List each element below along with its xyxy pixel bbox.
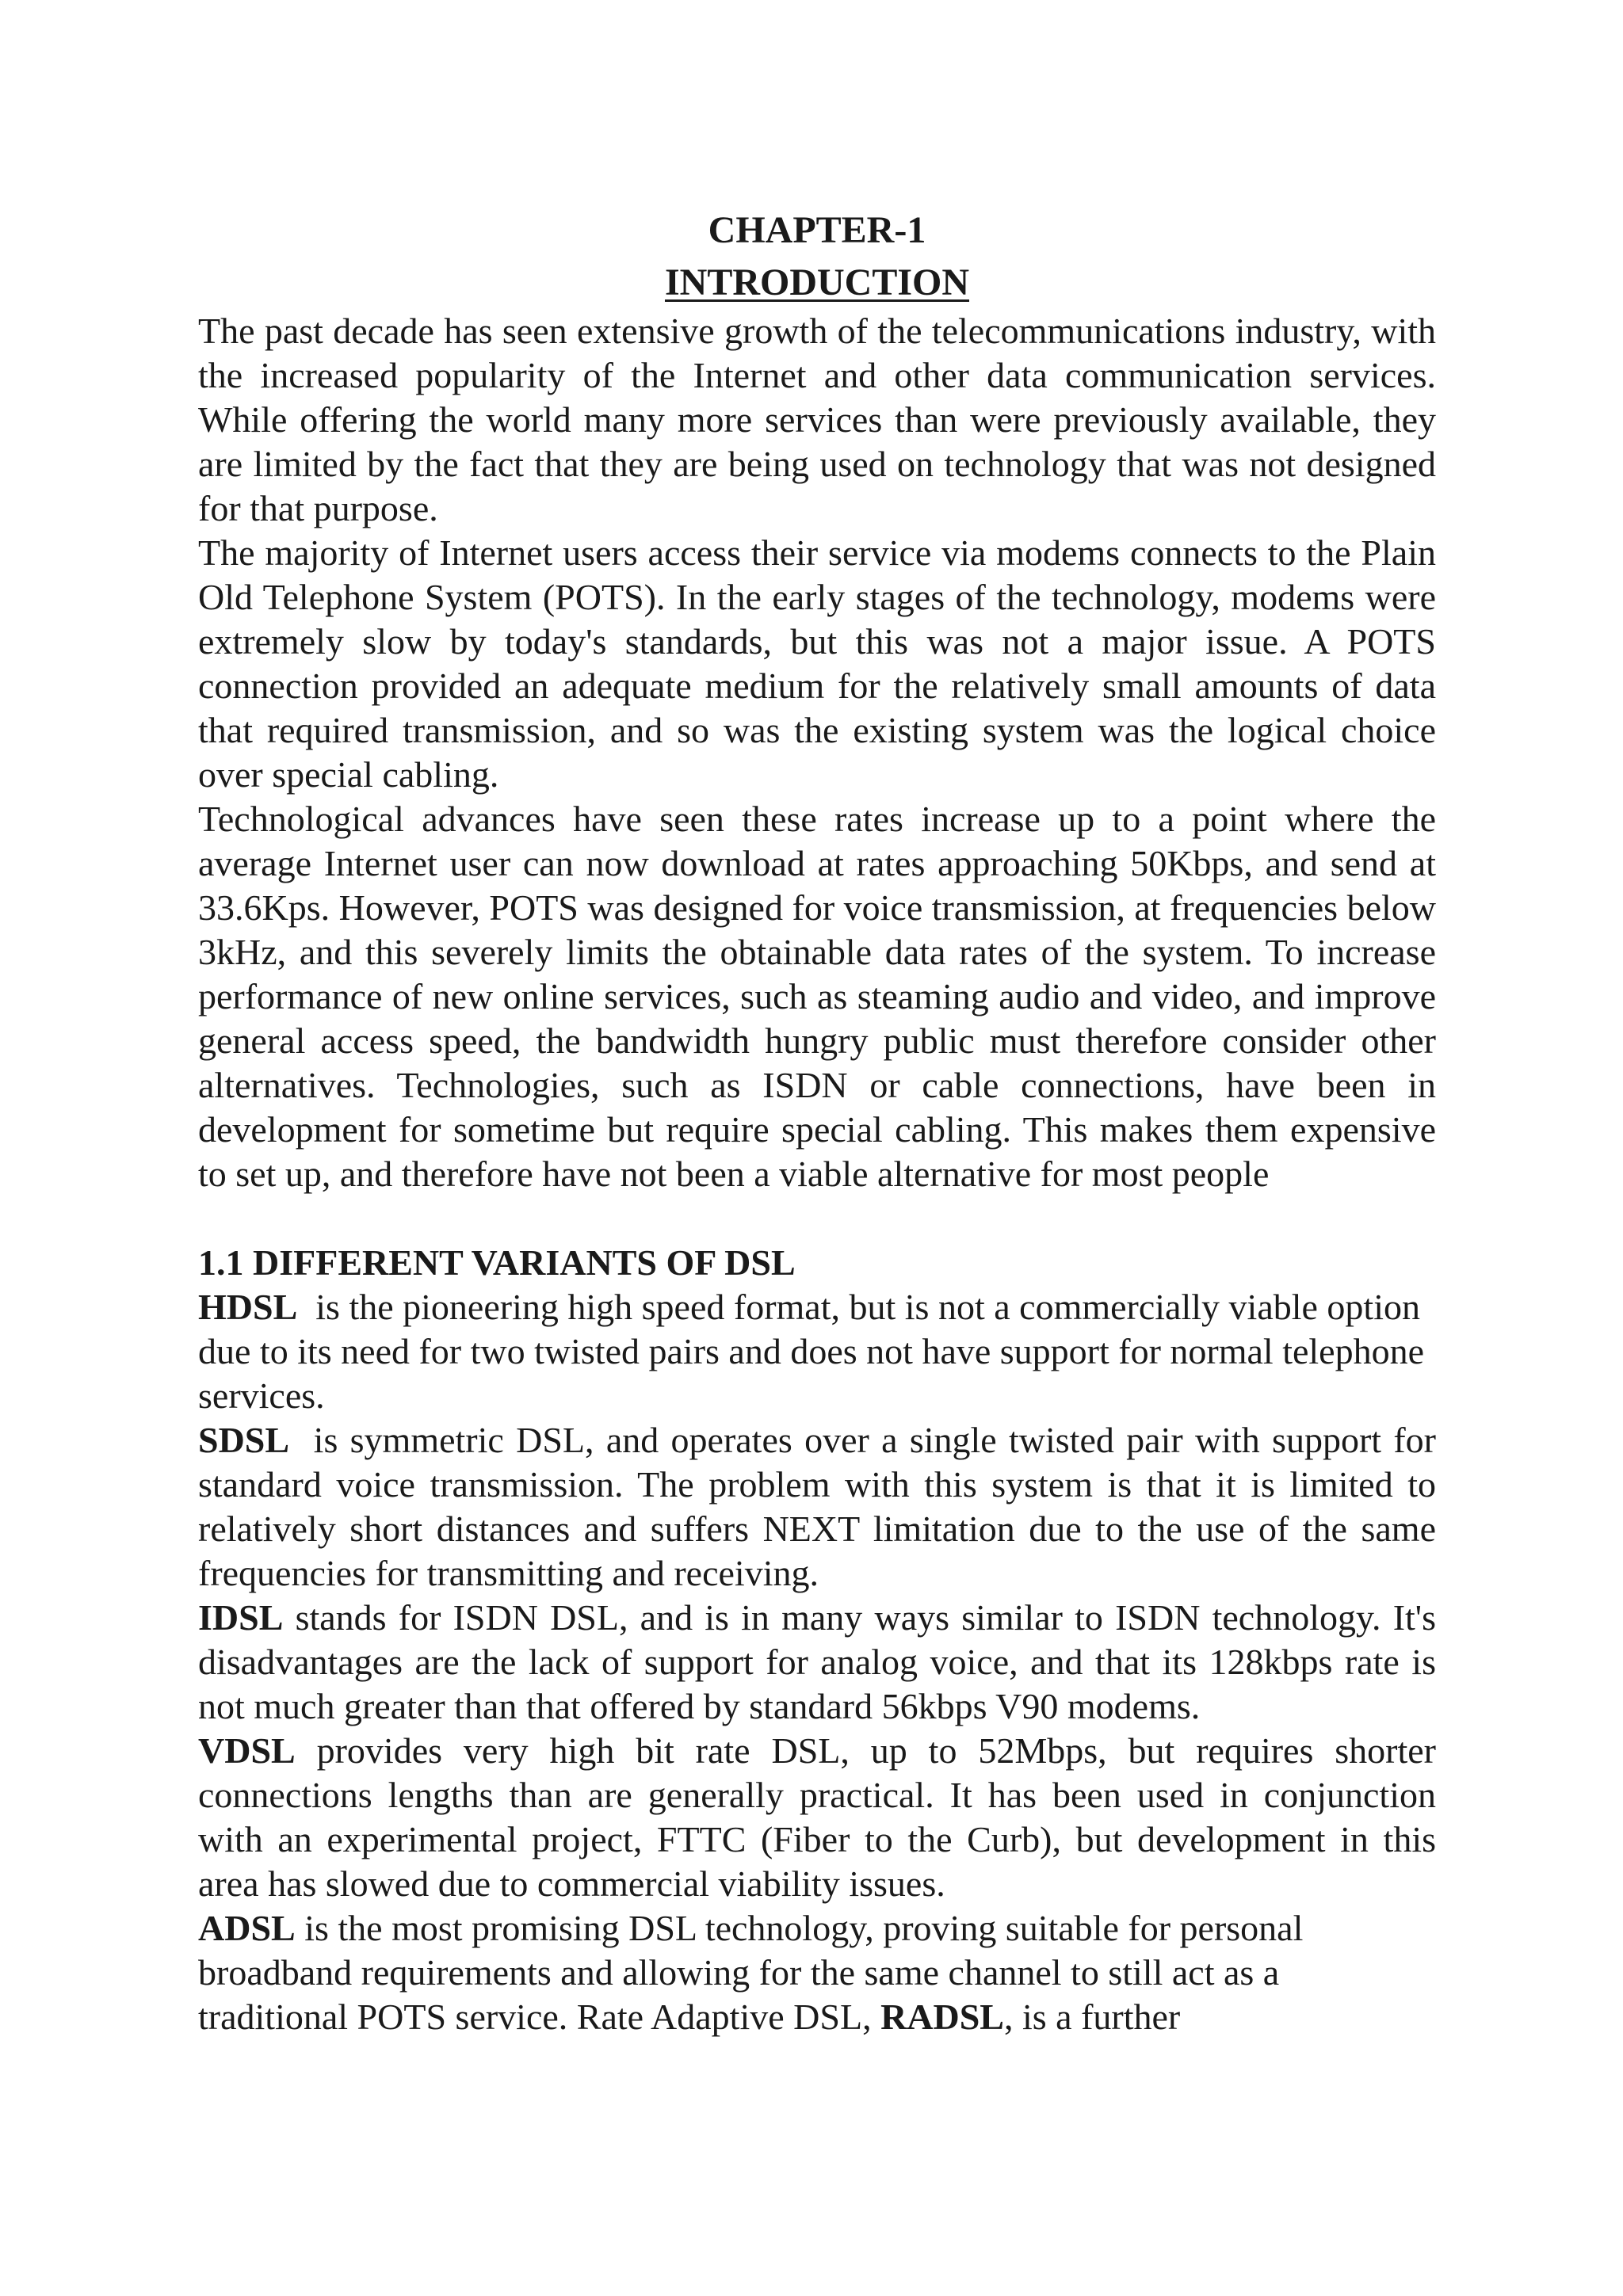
variant-description-tail: , is a further	[1004, 1997, 1181, 2037]
variant-description: provides very high bit rate DSL, up to 52Mbps, but requires shorter connections lengths than are generally practical. It has been used in conjunction with an experimental project, FTTC (Fiber to the Curb), but development in this area has slowed due to commercial viability issues.	[198, 1730, 1445, 1904]
variant-description: is the pioneering high speed format, but is not a commercially viable option due to its need for two twisted pairs and does not have support for normal telephone services.	[198, 1287, 1434, 1416]
intro-paragraph-1: The past decade has seen extensive growth of the telecommunications industry, with the increased popularity of the Internet and other data communication services. While offering the world many more services than were previously available, they are limited by the fact that they are being used on technology that was not designed for that purpose.	[198, 311, 1436, 528]
variant-vdsl	[198, 1729, 1445, 1906]
variant-description: stands for ISDN DSL, and is in many ways similar to ISDN technology. It's disadvantages are the lack of support for analog voice, and that its 128kbps rate is not much greater than that offered by standard 56kbps V90 modems.	[198, 1597, 1445, 1726]
chapter-subtitle: INTRODUCTION	[664, 261, 970, 303]
variant-term: VDSL	[198, 1730, 296, 1771]
section-heading: 1.1 DIFFERENT VARIANTS OF DSL	[198, 1242, 796, 1283]
intro-paragraph-3: Technological advances have seen these rates increase up to a point where the average Internet user can now download at rates approaching 50Kbps, and send at 33.6Kps. However, POTS was designed for voice transmission, at frequencies below 3kHz, and this severely limits the obtainable data rates of the system. To increase performance of new online services, such as steaming audio and video, and improve general access speed, the bandwidth hungry public must therefore consider other alternatives. Technologies, such as ISDN or cable connections, have been in development for sometime but require special cabling. This makes them expensive to set up, and therefore have not been a viable alternative for most people	[198, 799, 1436, 1194]
variant-hdsl	[198, 1285, 1436, 1418]
variant-sdsl	[198, 1418, 1445, 1596]
variant-term-radsl: RADSL	[880, 1997, 1004, 2037]
page-content	[198, 204, 1445, 2039]
variant-description: is symmetric DSL, and operates over a single twisted pair with support for standard voice transmission. The problem with this system is that it is limited to relatively short distances and suffers NEXT limitation due to the use of the same frequencies for transmitting and receiving.	[198, 1420, 1445, 1593]
variant-term: ADSL	[198, 1908, 296, 1948]
variant-idsl	[198, 1596, 1445, 1729]
intro-paragraph-2: The majority of Internet users access their service via modems connects to the Plain Old Telephone System (POTS). In the early stages of the technology, modems were extremely slow by today's standards, but this was not a major issue. A POTS connection provided an adequate medium for the relatively small amounts of data that required transmission, and so was the existing system was the logical choice over special cabling.	[198, 532, 1436, 795]
variant-adsl	[198, 1906, 1436, 2039]
variant-term: HDSL	[198, 1287, 298, 1327]
chapter-title: CHAPTER-1	[708, 209, 926, 251]
variant-term: IDSL	[198, 1597, 284, 1638]
variant-description: is the most promising DSL technology, proving suitable for personal broadband requirements and allowing for the same channel to still act as a traditional POTS service. Rate Adaptive DSL,	[198, 1908, 1312, 2037]
variant-term: SDSL	[198, 1420, 290, 1460]
